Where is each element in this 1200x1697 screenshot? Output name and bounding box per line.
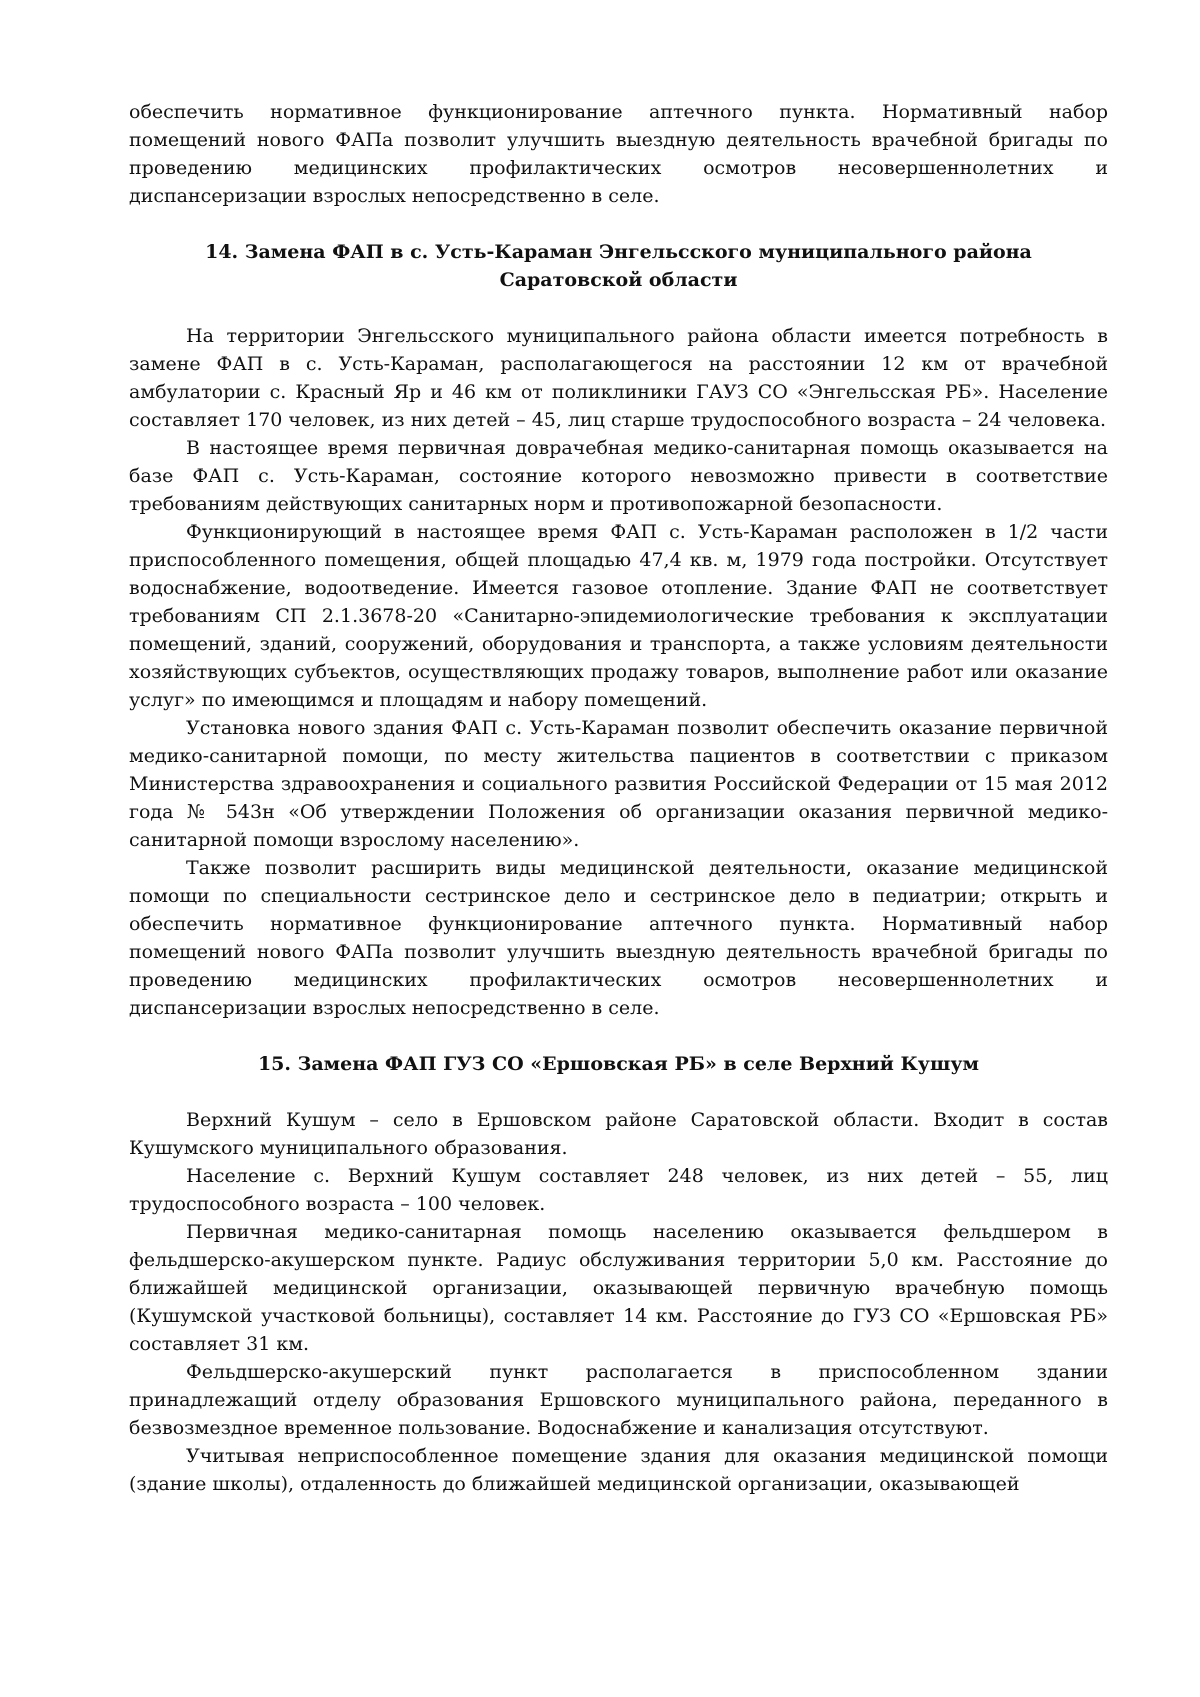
section-14-paragraph: Функционирующий в настоящее время ФАП с. Усть-Караман расположен в 1/2 части приспособленного помещения, общей площадью 47,4 кв. м, 1979 года постройки. Отсутствует водоснабжение, водоотведение. Имеется газовое отопление. Здание ФАП не соответствует требованиям СП 2.1.3678-20 «Санитарно-эпидемиологические требования к эксплуатации помещений, зданий, сооружений, оборудования и транспорта, а также условиям деятельности хозяйствующих субъектов, осуществляющих продажу товаров, выполнение работ или оказание услуг» по имеющимся и площадям и набору помещений.	[129, 521, 1108, 711]
section-14-title-line-2: Саратовской области	[499, 269, 738, 291]
section-15-paragraph: Население с. Верхний Кушум составляет 248 человек, из них детей – 55, лиц трудоспособного возраста – 100 человек.	[129, 1165, 1108, 1215]
section-15-paragraph: Верхний Кушум – село в Ершовском районе Саратовской области. Входит в состав Кушумского муниципального образования.	[129, 1109, 1108, 1159]
section-14-paragraph: Также позволит расширить виды медицинской деятельности, оказание медицинской помощи по специальности сестринское дело и сестринское дело в педиатрии; открыть и обеспечить нормативное функционирование аптечного пункта. Нормативный набор помещений нового ФАПа позволит улучшить выездную деятельность врачебной бригады по проведению медицинских профилактических осмотров несовершеннолетних и диспансеризации взрослых непосредственно в селе.	[129, 857, 1108, 1019]
section-14-paragraph: Установка нового здания ФАП с. Усть-Караман позволит обеспечить оказание первичной медико-санитарной помощи, по месту жительства пациентов в соответствии с приказом Министерства здравоохранения и социального развития Российской Федерации от 15 мая 2012 года № 543н «Об утверждении Положения об организации оказания первичной медико-санитарной помощи взрослому населению».	[129, 717, 1108, 851]
section-14-paragraph: На территории Энгельсского муниципального района области имеется потребность в замене ФАП в с. Усть-Караман, располагающегося на расстоянии 12 км от врачебной амбулатории с. Красный Яр и 46 км от поликлиники ГАУЗ СО «Энгельсская РБ». Население составляет 170 человек, из них детей – 45, лиц старше трудоспособного возраста – 24 человека.	[129, 325, 1108, 431]
section-14-title-line-1: 14. Замена ФАП в с. Усть-Караман Энгельсского муниципального района	[205, 241, 1032, 263]
section-14-heading	[129, 238, 1108, 294]
section-15-paragraph: Учитывая неприспособленное помещение здания для оказания медицинской помощи (здание школы), отдаленность до ближайшей медицинской организации, оказывающей	[129, 1445, 1108, 1495]
section-15-paragraph: Фельдшерско-акушерский пункт располагается в приспособленном здании принадлежащий отделу образования Ершовского муниципального района, переданного в безвозмездное временное пользование. Водоснабжение и канализация отсутствуют.	[129, 1361, 1108, 1439]
section-15-body	[129, 1106, 1108, 1498]
intro-paragraph: обеспечить нормативное функционирование аптечного пункта. Нормативный набор помещений нового ФАПа позволит улучшить выездную деятельность врачебной бригады по проведению медицинских профилактических осмотров несовершеннолетних и диспансеризации взрослых непосредственно в селе.	[129, 101, 1108, 207]
section-14-body	[129, 322, 1108, 1022]
section-15-paragraph: Первичная медико-санитарная помощь населению оказывается фельдшером в фельдшерско-акушерском пункте. Радиус обслуживания территории 5,0 км. Расстояние до ближайшей медицинской организации, оказывающей первичную врачебную помощь (Кушумской участковой больницы), составляет 14 км. Расстояние до ГУЗ СО «Ершовская РБ» составляет 31 км.	[129, 1221, 1108, 1355]
section-15-title: 15. Замена ФАП ГУЗ СО «Ершовская РБ» в селе Верхний Кушум	[257, 1053, 980, 1075]
section-14-paragraph: В настоящее время первичная доврачебная медико-санитарная помощь оказывается на базе ФАП с. Усть-Караман, состояние которого невозможно привести в соответствие требованиям действующих санитарных норм и противопожарной безопасности.	[129, 437, 1108, 515]
